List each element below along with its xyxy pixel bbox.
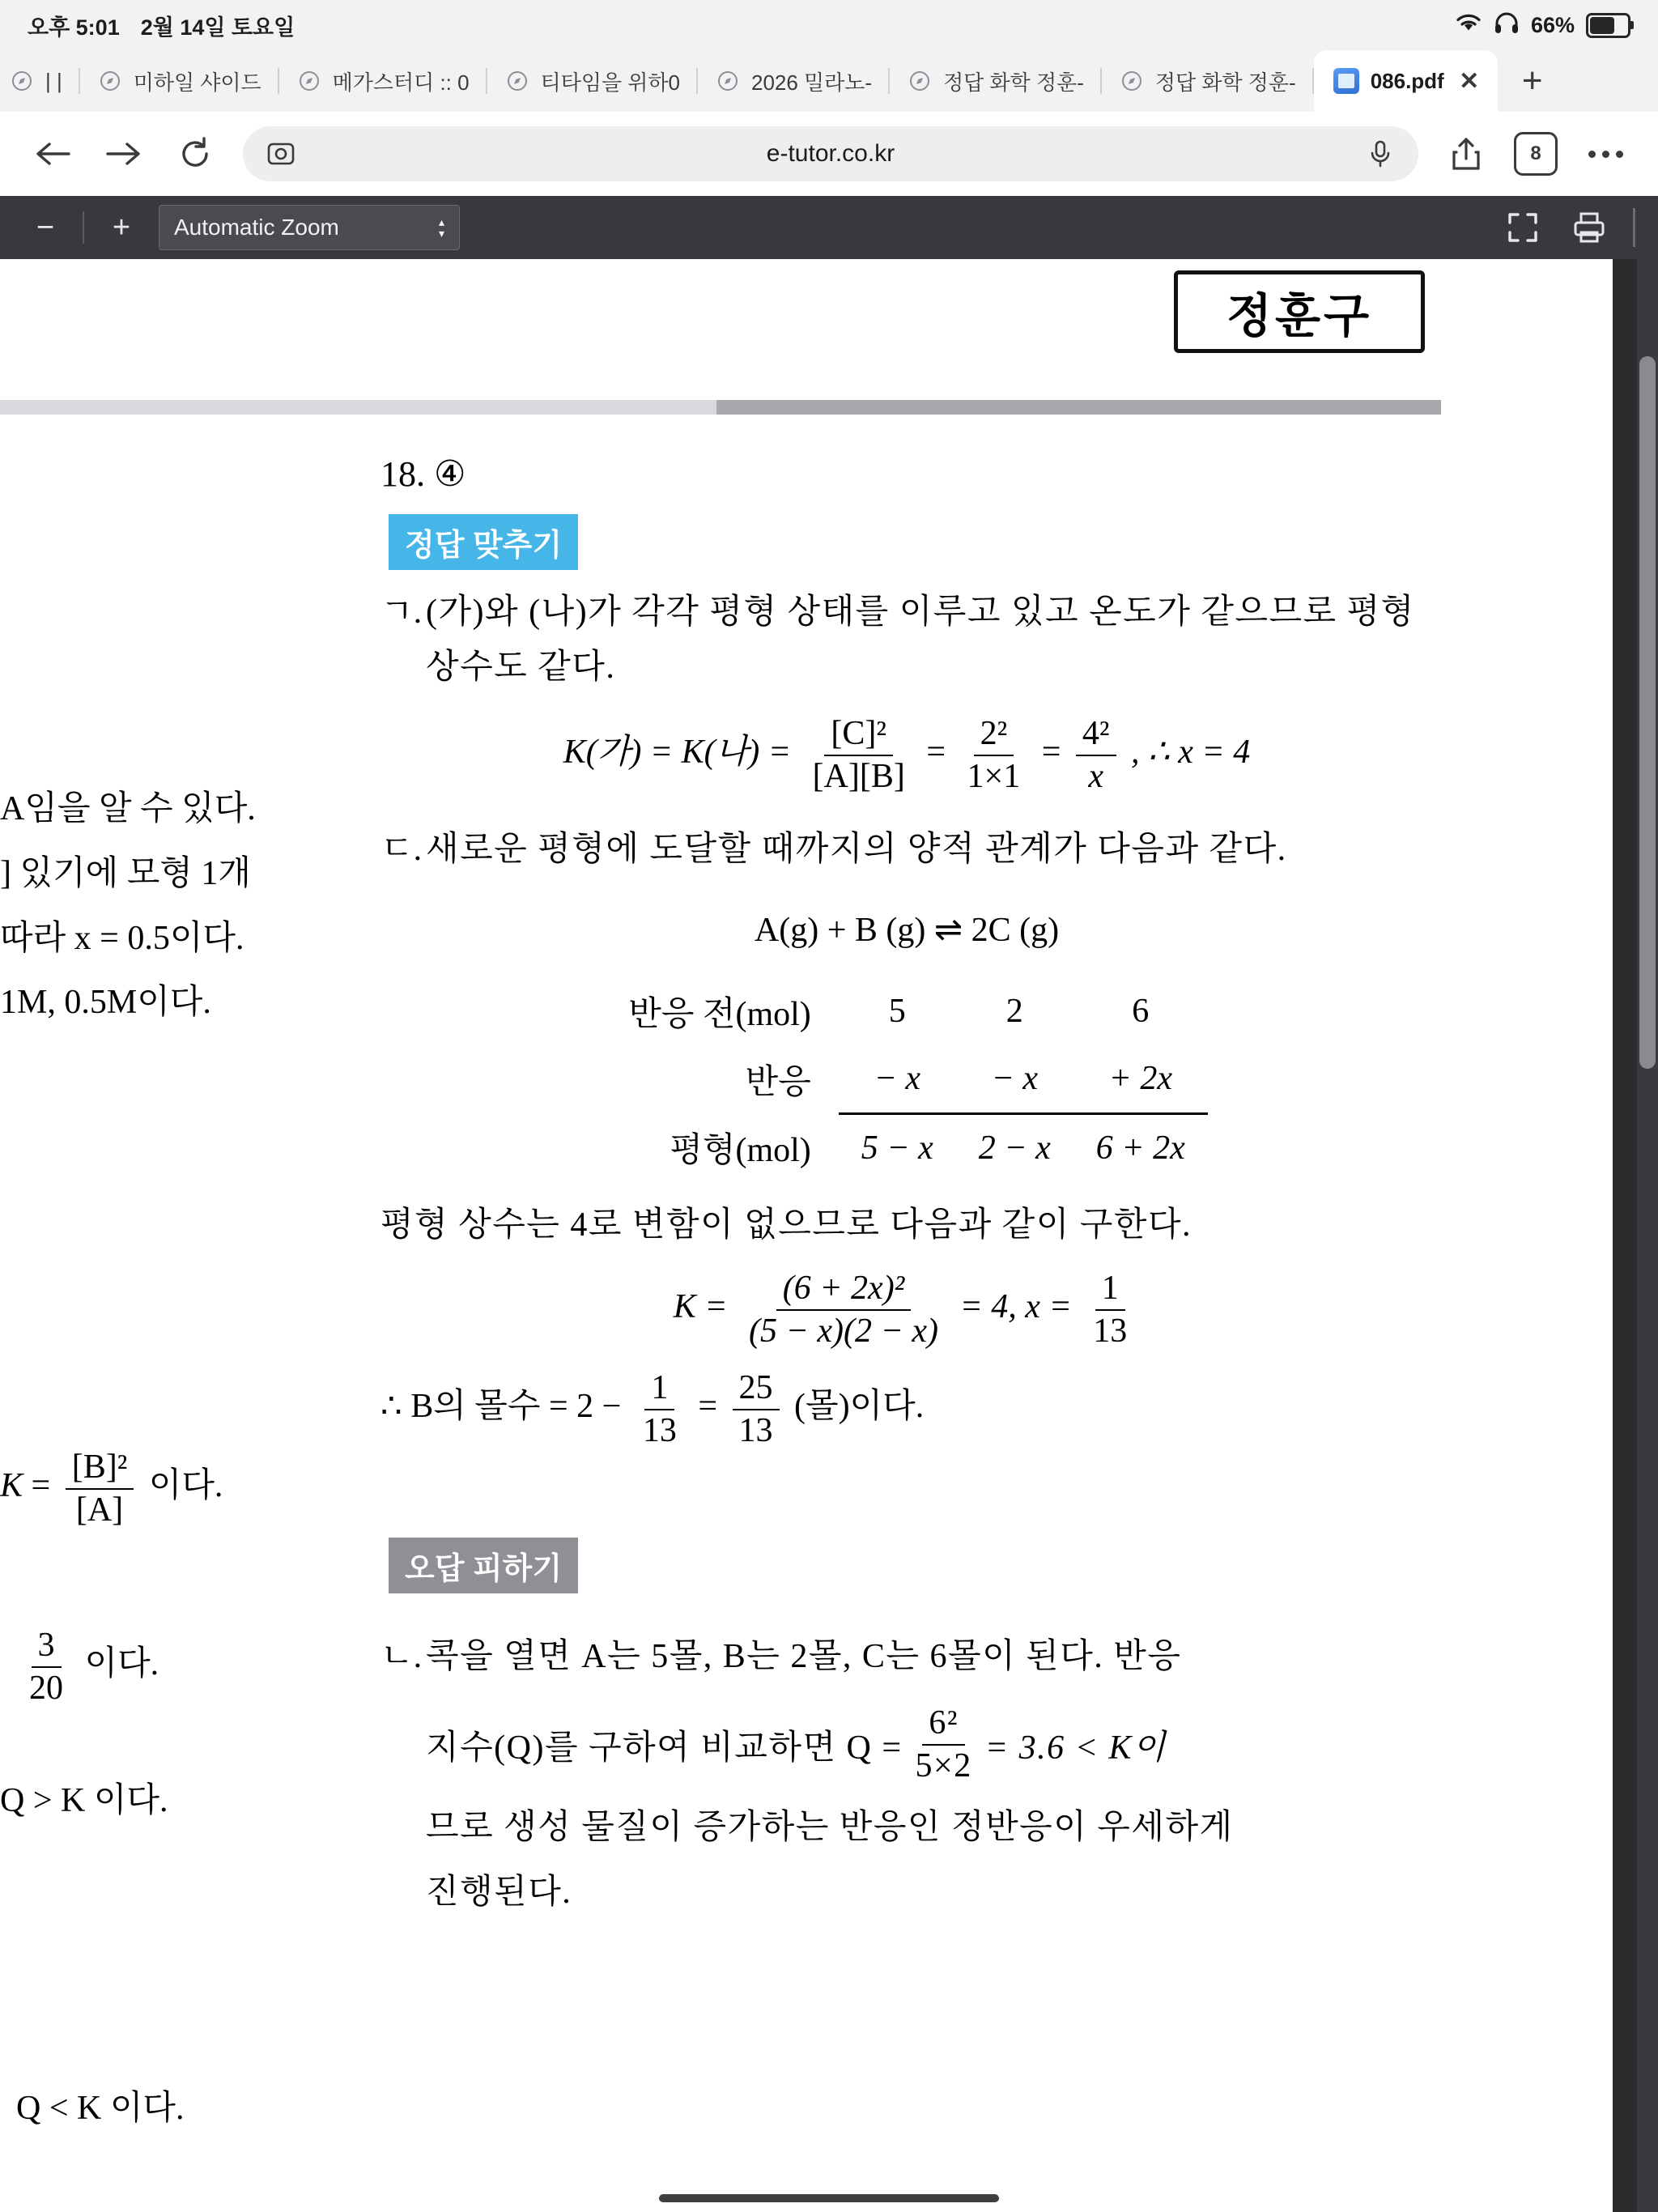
tab-item[interactable] <box>279 50 487 112</box>
equation-1-lhs: K(가) = K(나) = <box>563 734 792 772</box>
cell-b: 2 − x <box>978 1129 1051 1167</box>
fraction-numerator: 6² <box>922 1705 965 1746</box>
tab-item[interactable] <box>0 50 80 112</box>
row-label: 반응 <box>745 1064 811 1102</box>
row-label: 반응 전(mol) <box>628 996 811 1034</box>
wifi-icon <box>1455 12 1482 39</box>
status-bar <box>0 0 1658 50</box>
left-line: A임을 알 수 있다. <box>0 790 256 827</box>
home-indicator <box>659 2194 999 2202</box>
fraction-1-13 <box>1086 1270 1133 1349</box>
left-column-q-lt-k: Q < K 이다. <box>16 2090 185 2127</box>
compass-icon <box>297 69 321 93</box>
status-date: 2월 14일 토요일 <box>140 15 295 40</box>
left-line: 따라 x = 0.5이다. <box>0 919 244 957</box>
item-marker: ㄷ. <box>380 831 423 869</box>
left-line: ] 있기에 모형 1개 <box>0 854 251 892</box>
zoom-level-select[interactable] <box>159 205 460 250</box>
more-dots-icon[interactable] <box>1582 130 1629 177</box>
headphones-icon <box>1494 11 1520 40</box>
fraction-denominator: 5×2 <box>915 1746 972 1784</box>
pdf-viewer[interactable] <box>0 259 1658 2212</box>
tab-label: 메가스터디 :: 0 <box>332 70 470 95</box>
item-n-text-2b: = 3.6 < K이 <box>984 1729 1167 1767</box>
item-n-text-2a: 지수(Q)를 구하여 비교하면 Q = <box>426 1729 903 1767</box>
compass-icon <box>10 69 34 93</box>
tab-strip <box>0 50 1658 112</box>
fraction-denominator: (5 − x)(2 − x) <box>749 1312 938 1350</box>
status-time: 오후 5:01 <box>28 15 120 40</box>
fraction-numerator: 1 <box>644 1370 674 1410</box>
cell-b: 2 <box>1005 993 1023 1031</box>
pdf-file-icon <box>1333 68 1359 94</box>
scrollbar-thumb[interactable] <box>1639 356 1656 1069</box>
tab-label: | | <box>45 68 62 93</box>
left-column-q-gt-k: Q > K 이다. <box>0 1782 168 1819</box>
item-n <box>380 1629 1433 1684</box>
share-icon[interactable] <box>1443 130 1490 177</box>
pdf-page <box>0 259 1613 2212</box>
tab-item[interactable] <box>80 50 279 112</box>
zoom-level-label: Automatic Zoom <box>174 215 339 240</box>
print-icon[interactable] <box>1567 205 1612 250</box>
cell-c: + 2x <box>1073 1045 1208 1113</box>
equation-3-tail: (몰)이다. <box>794 1388 925 1426</box>
equation-3 <box>380 1370 1433 1448</box>
reload-icon[interactable] <box>172 130 219 177</box>
fraction-numerator: 4² <box>1076 716 1116 756</box>
item-text: (가)와 (나)가 각각 평형 상태를 이루고 있고 온도가 같으므로 평형 상수도 같다. <box>426 593 1415 687</box>
item-text: 새로운 평형에 도달할 때까지의 양적 관계가 다음과 같다. <box>426 831 1287 869</box>
fraction-22-1x1 <box>961 716 1027 794</box>
compass-icon <box>505 69 529 93</box>
tab-label: 2026 밀라노- <box>750 70 873 95</box>
microphone-icon[interactable] <box>1363 137 1397 171</box>
question-number: 18. ④ <box>380 454 466 494</box>
left-column-frac3 <box>16 1627 340 1706</box>
tab-label: 086.pdf <box>1370 68 1444 93</box>
fraction-25-13 <box>733 1370 780 1448</box>
page-body <box>0 259 1613 2212</box>
tab-label: 티타임을 위하0 <box>540 70 680 95</box>
cell-a: 5 − x <box>861 1129 933 1167</box>
fraction-q <box>909 1705 979 1784</box>
fraction-denominator: 1×1 <box>967 757 1021 795</box>
battery-icon <box>1586 13 1630 38</box>
page-scan-icon[interactable] <box>264 137 298 171</box>
author-stamp: 정훈구 <box>1174 270 1425 353</box>
equals-1: = <box>926 734 946 772</box>
badge-correct: 정답 맞추기 <box>389 514 578 570</box>
cell-a: − x <box>839 1045 956 1113</box>
tab-item[interactable] <box>890 50 1102 112</box>
table-row <box>606 1045 1207 1113</box>
cell-c: 6 + 2x <box>1095 1129 1185 1167</box>
address-bar <box>0 112 1658 196</box>
fraction-k-expr <box>742 1270 945 1349</box>
tab-item-active[interactable] <box>1314 50 1498 112</box>
fraction-denominator: 13 <box>642 1411 677 1449</box>
left-column-k: K = $\frac{\text{[B]²}}{[A]}$ 이다. <box>0 1448 223 1529</box>
fraction-denominator: x <box>1088 757 1104 795</box>
tab-count-button[interactable]: 8 <box>1514 132 1558 176</box>
fraction-k <box>66 1449 134 1528</box>
url-input[interactable] <box>243 126 1418 181</box>
zoom-in-button[interactable]: + <box>112 210 131 245</box>
fraction-numerator: 2² <box>974 716 1014 756</box>
fraction-numerator: [C]² <box>824 716 893 756</box>
forward-arrow-icon[interactable] <box>100 130 147 177</box>
item-marker: ㄴ. <box>380 1638 423 1676</box>
left-line: 1M, 0.5M이다. <box>0 984 211 1022</box>
fraction-denominator: 13 <box>1093 1312 1128 1350</box>
tab-label: 미하일 샤이드 <box>133 70 261 95</box>
equation-1-tail: , ∴ x = 4 <box>1131 734 1251 772</box>
tab-item[interactable] <box>698 50 890 112</box>
battery-percent: 66% <box>1530 12 1575 37</box>
equation-2-lhs: K = <box>673 1288 728 1326</box>
new-tab-button[interactable]: + <box>1521 61 1543 100</box>
main-column <box>380 453 1433 1913</box>
pdf-toolbar <box>0 196 1658 259</box>
tab-item[interactable] <box>1102 50 1314 112</box>
compass-icon <box>716 69 740 93</box>
equation-2-mid: = 4, x = <box>959 1288 1072 1326</box>
left-line: 이다. <box>148 1467 223 1505</box>
equation-3-lead: ∴ B의 몰수 = 2 − <box>380 1388 622 1426</box>
left-column-clipped <box>0 777 324 1036</box>
fraction-42-x <box>1076 716 1116 794</box>
equation-2 <box>380 1270 1433 1349</box>
toolbar-divider <box>83 211 84 244</box>
tab-label: 정답 화학 정훈- <box>1154 70 1296 95</box>
table-row <box>606 977 1207 1045</box>
cell-b: − x <box>956 1045 1073 1113</box>
cell-c: 6 <box>1132 993 1150 1031</box>
fraction-denominator: [A][B] <box>812 757 905 795</box>
url-text: e-tutor.co.kr <box>766 140 895 167</box>
fullscreen-icon[interactable] <box>1500 205 1545 250</box>
item-marker: ㄱ. <box>380 593 423 631</box>
reaction-equation: A(g) + B (g) ⇌ 2C (g) <box>754 912 1060 950</box>
chevron-updown-icon: ▴ ▾ <box>438 215 444 240</box>
left-line: 이다. <box>84 1645 159 1683</box>
fraction-numerator: 3 <box>32 1627 62 1668</box>
fraction-denominator: [A] <box>75 1491 124 1529</box>
fraction-numerator: (6 + 2x)² <box>776 1270 912 1311</box>
tab-item[interactable] <box>487 50 698 112</box>
zoom-out-button[interactable]: − <box>36 210 55 245</box>
item-text-line-1: 콕을 열면 A는 5몰, B는 2몰, C는 6몰이 된다. 반응 <box>426 1638 1182 1676</box>
fraction-1-13b <box>636 1370 683 1448</box>
compass-icon <box>908 69 932 93</box>
close-icon[interactable]: ✕ <box>1459 67 1480 95</box>
ice-table <box>606 977 1207 1181</box>
fraction-c2-ab <box>806 716 912 794</box>
status-left <box>28 10 295 41</box>
toolbar-edge <box>1633 208 1635 247</box>
tab-label: 정답 화학 정훈- <box>943 70 1084 95</box>
fraction-numerator: 25 <box>733 1370 780 1410</box>
item-g <box>380 585 1433 695</box>
item-n-line-3: 므로 생성 물질이 증가하는 반응인 정반응이 우세하게 <box>426 1809 1234 1847</box>
compass-icon <box>98 69 122 93</box>
fraction-3-20 <box>23 1627 70 1706</box>
equals-2: = <box>1041 734 1061 772</box>
line-after-table: 평형 상수는 4로 변함이 없으므로 다음과 같이 구한다. <box>380 1206 1192 1244</box>
equation-3-mid: = <box>698 1388 718 1426</box>
fraction-numerator: 1 <box>1095 1270 1125 1311</box>
fraction-denominator: 20 <box>29 1669 63 1707</box>
item-d <box>380 822 1433 877</box>
table-row <box>606 1113 1207 1181</box>
compass-icon <box>1120 69 1144 93</box>
vertical-scrollbar[interactable] <box>1637 259 1658 2212</box>
fraction-denominator: 13 <box>738 1411 773 1449</box>
equation-1 <box>380 716 1433 794</box>
row-label: 평형(mol) <box>670 1132 811 1170</box>
pdf-toolbar-right <box>1500 205 1635 250</box>
fraction-numerator: [B]² <box>66 1449 134 1490</box>
item-n-line-2 <box>426 1705 1433 1784</box>
status-right <box>1455 11 1630 40</box>
badge-wrong: 오답 피하기 <box>389 1538 578 1593</box>
cell-a: 5 <box>888 993 906 1031</box>
back-arrow-icon[interactable] <box>29 130 76 177</box>
item-n-line-4: 진행된다. <box>426 1874 572 1912</box>
